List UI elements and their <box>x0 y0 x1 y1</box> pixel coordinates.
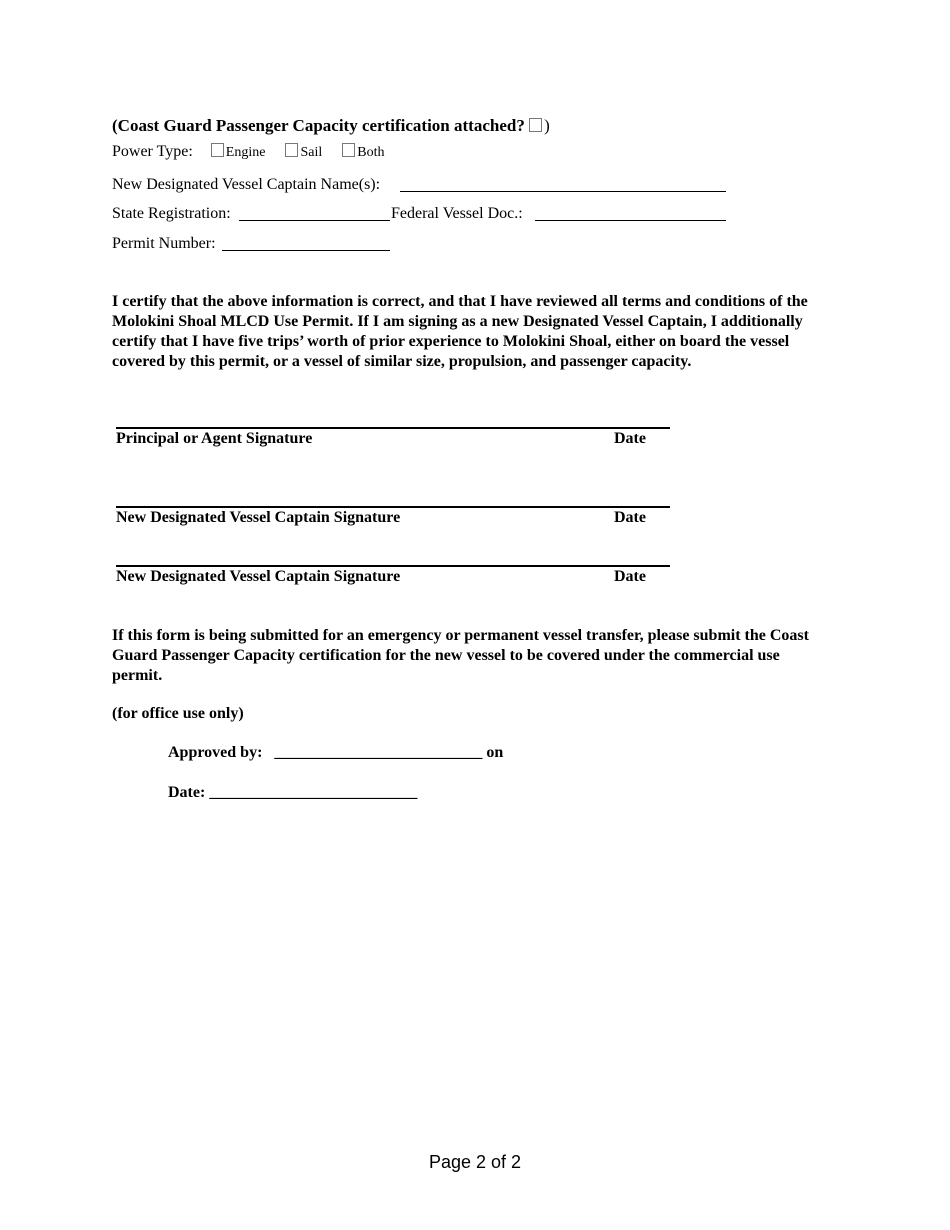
captain-signature-date-label: Date <box>614 509 646 526</box>
principal-signature-date-label: Date <box>614 430 646 447</box>
vessel-transfer-note: If this form is being submitted for an emergency or permanent vessel transfer, please submit the Coast Guard Passenger Capacity certification for the new vessel to be covered under the commercial use permit. <box>112 627 809 684</box>
approved-on-label: on <box>486 744 504 761</box>
federal-vessel-doc-label: Federal Vessel Doc.: <box>391 205 523 222</box>
state-registration-field[interactable] <box>239 220 390 221</box>
state-registration-label: State Registration: <box>112 205 231 222</box>
sail-checkbox[interactable] <box>285 143 298 157</box>
second-captain-signature-date-label: Date <box>614 568 646 585</box>
uscg-certification-label: (Coast Guard Passenger Capacity certification attached? <box>112 116 530 135</box>
page-number: Page 2 of 2 <box>428 1152 522 1172</box>
approved-by-label: Approved by: <box>168 744 263 761</box>
permit-number-label: Permit Number: <box>112 235 216 252</box>
principal-signature-label: Principal or Agent Signature <box>116 430 313 447</box>
second-captain-signature-label: New Designated Vessel Captain Signature <box>116 568 401 585</box>
power-type-label: Power Type: <box>112 143 193 160</box>
office-date-label: Date: <box>168 784 206 801</box>
sail-option-label: Sail <box>300 145 323 160</box>
certification-statement: I certify that the above information is correct, and that I have reviewed all terms and conditions of the Molokini Shoal MLCD Use Permit. If I am signing as a new Designated Vessel Captain, I additionally certify that I have five trips’ worth of prior experience to Molokini Shoal, either on board the vessel covered by this permit, or a vessel of similar size, propulsion, and passenger capacity. <box>112 293 808 370</box>
approved-by-row <box>168 744 503 762</box>
uscg-certification-line <box>112 116 550 136</box>
approved-by-field[interactable]: __________________________ <box>274 744 483 761</box>
second-captain-signature-line[interactable] <box>116 565 670 567</box>
uscg-certification-checkbox[interactable] <box>529 118 542 132</box>
captain-name-label: New Designated Vessel Captain Name(s): <box>112 176 381 193</box>
both-option-label: Both <box>357 145 385 160</box>
uscg-certification-close-paren: ) <box>544 116 550 135</box>
office-date-row <box>168 784 417 802</box>
engine-checkbox[interactable] <box>211 143 224 157</box>
office-use-heading: (for office use only) <box>112 705 244 722</box>
captain-signature-label: New Designated Vessel Captain Signature <box>116 509 401 526</box>
captain-signature-line[interactable] <box>116 506 670 508</box>
office-date-field[interactable]: __________________________ <box>209 784 418 801</box>
captain-name-field[interactable] <box>400 191 726 192</box>
power-type-row <box>112 143 384 161</box>
permit-number-field[interactable] <box>222 250 390 251</box>
engine-option-label: Engine <box>225 145 266 160</box>
principal-signature-line[interactable] <box>116 427 670 429</box>
federal-vessel-doc-field[interactable] <box>535 220 726 221</box>
both-checkbox[interactable] <box>342 143 355 157</box>
